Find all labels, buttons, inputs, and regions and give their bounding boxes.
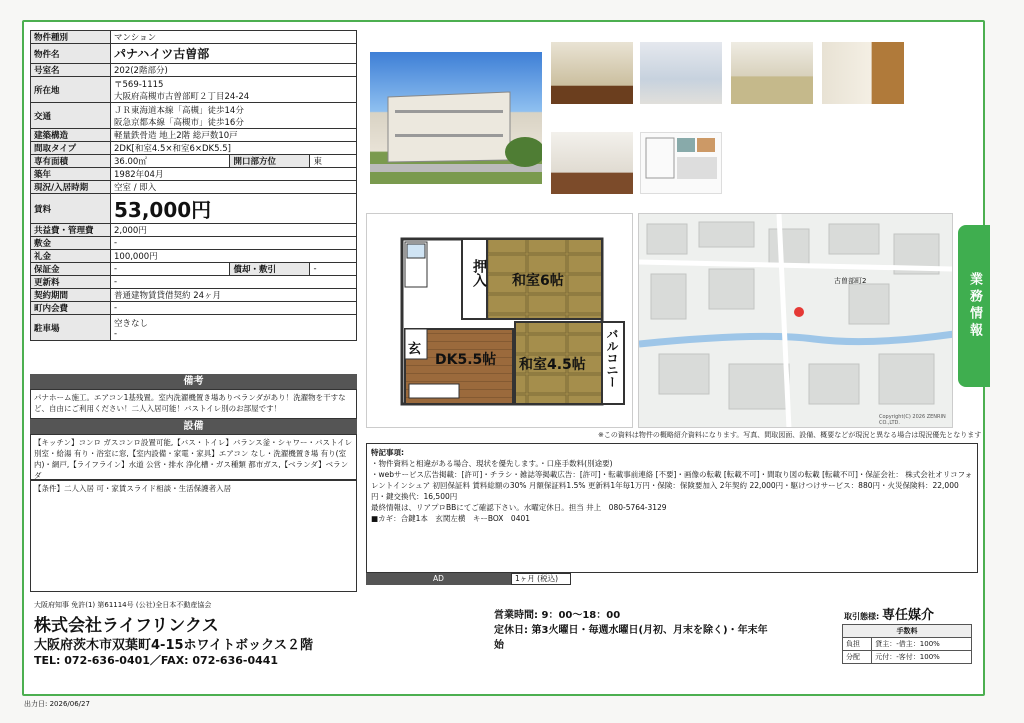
building-illustration (370, 52, 542, 184)
label: 保証金 (31, 263, 111, 276)
label: 号室名 (31, 64, 111, 77)
value: - (111, 263, 230, 276)
business-hours: 営業時間: 9：00～18：00 (494, 610, 621, 621)
fee-cell: 元付：-客付：100% (872, 651, 972, 664)
fee-cell: 負担 (843, 638, 872, 651)
disclaimer-note: ※この資料は物件の概略紹介資料になります。写真、間取図面、設備、概要などが現況と異なる場合は現況優先となります (598, 431, 982, 439)
value: 36.00㎡ (111, 155, 230, 168)
special-notes-line: ■カギ：合鍵1本 玄関左横 キーBOX 0401 (371, 514, 531, 523)
company-name: 株式会社ライフリンクス (34, 616, 219, 636)
special-notes (366, 443, 978, 573)
dk-photo[interactable] (551, 132, 633, 194)
company-tel[interactable]: TEL: 072-636-0401／FAX: 072-636-0441 (34, 654, 279, 667)
address: 大阪府高槻市古曽部町２丁目24-24 (114, 91, 250, 102)
location-marker-icon (794, 307, 804, 317)
exterior-photo[interactable] (370, 52, 542, 184)
closet-label: 押入 (471, 259, 487, 287)
value: 2DK[和室4.5×和室6×DK5.5] (111, 142, 357, 155)
ad-value: 1ヶ月 (税込) (511, 573, 571, 585)
room-photo[interactable] (731, 42, 813, 104)
spec-table (30, 30, 357, 341)
label: 建築構造 (31, 129, 111, 142)
label: 礼金 (31, 250, 111, 263)
floor-plan-drawing (367, 214, 634, 429)
room-label: 和室4.5帖 (519, 357, 586, 373)
room-label: DK5.5帖 (435, 352, 497, 368)
bath-photo[interactable] (640, 42, 722, 104)
traffic: 阪急京都本線「高槻市」徒歩16分 (114, 117, 244, 128)
license: 大阪府知事 免許(1) 第61114号 (公社)全日本不動産協会 (34, 601, 212, 609)
value: 東 (310, 155, 357, 168)
side-tab[interactable]: 業務情報 (958, 225, 990, 387)
equipment-heading: 設備 (30, 419, 357, 434)
holidays: 定休日: 第3火曜日・毎週水曜日(月初、月末を除く)・年末年始 (494, 625, 768, 651)
company-footer (24, 594, 984, 694)
map[interactable] (638, 213, 953, 428)
value: - (114, 328, 118, 339)
label: 所在地 (31, 77, 111, 103)
fee-head: 手数料 (843, 625, 972, 638)
value: 空室 / 即入 (111, 181, 357, 194)
label: 償却・敷引 (230, 263, 310, 276)
fee-cell: 貸主：-借主：100% (872, 638, 972, 651)
special-notes-line: ・webサービス広告掲載：[許可]・チラシ・雑誌等掲載広告：[許可]・転載事前連絡 [不要]・画像の転載 [転載不可]・間取り図の転載 [転載不可]・保証会社： 株式会社オリコフォレントインシュア 初回保証料 賃料総額の30% 月額保証料1.5% 更新料1年毎1万円・保険：保険要加入 2年契約 22,000円・駆けつけサービス：880円・火災保険料：22,000円・鍵交換代：16,500円 (371, 470, 973, 501)
label: 現況/入居時期 (31, 181, 111, 194)
label: 共益費・管理費 (31, 224, 111, 237)
value: マンション (111, 31, 357, 44)
equipment-text: 【キッチン】コンロ ガスコンロ設置可能,【バス・トイレ】バランス釜・シャワー・バストイレ 別室・給湯 有り・浴室に窓,【室内設備・家電・家具】エアコン なし・洗濯機置き場 有り(室内)・網戸,【ライフライン】水道 公営・排水 浄化槽・ガス種類 都市ガス,【ベランダ】ベランダ (30, 434, 357, 480)
fee-cell: 分配 (843, 651, 872, 664)
label: 築年 (31, 168, 111, 181)
ad-row (366, 573, 978, 585)
value: - (310, 263, 357, 276)
value: 軽量鉄骨造 地上2階 総戸数10戸 (111, 129, 357, 142)
postal: 〒569-1115 (114, 79, 164, 90)
ad-label: AD (366, 573, 511, 585)
rent: 53,000円 (111, 194, 357, 224)
value: 普通建物賃貸借契約 24ヶ月 (111, 289, 357, 302)
map-drawing (639, 214, 953, 428)
label: 物件種別 (31, 31, 111, 44)
entrance-label: 玄 (408, 342, 422, 357)
document-thumbnail[interactable] (640, 132, 722, 194)
property-name: パナハイツ古曽部 (111, 44, 357, 64)
room-label: 和室6帖 (512, 273, 564, 289)
value: 202(2階部分) (111, 64, 357, 77)
company-address: 大阪府茨木市双葉町4-15ホワイトボックス２階 (34, 638, 314, 653)
remarks-heading: 備考 (30, 374, 357, 389)
label: 賃料 (31, 194, 111, 224)
print-date: 出力日: 2026/06/27 (24, 700, 90, 708)
label: 間取タイプ (31, 142, 111, 155)
special-notes-line: 最終情報は、リアプロBBにてご確認下さい。水曜定休日。担当 井上 080-5764-3129 (371, 503, 667, 512)
kitchen-photo[interactable] (822, 42, 904, 104)
thumbnail-lines (641, 133, 722, 194)
special-notes-title: 特記事項: (371, 448, 404, 457)
label: 敷金 (31, 237, 111, 250)
value: - (111, 302, 357, 315)
value: - (111, 237, 357, 250)
broker-type: 専任媒介 (882, 608, 935, 623)
value: 1982年04月 (111, 168, 357, 181)
map-place-label: 古曽部町2 (834, 277, 867, 285)
label: 町内会費 (31, 302, 111, 315)
value: - (111, 276, 357, 289)
value: 100,000円 (111, 250, 357, 263)
broker-label: 取引態様: (844, 612, 880, 621)
remarks-text: パナホーム施工。エアコン1基残置。室内洗濯機置き場ありベランダがあり！洗濯物を干すなど、自由にご利用ください！二人入居可能！バストイレ別のお部屋です！ (30, 389, 357, 419)
label: 駐車場 (31, 315, 111, 341)
label: 専有面積 (31, 155, 111, 168)
map-copyright: Copyright(C) 2026 ZENRIN CO.,LTD. (879, 414, 946, 426)
value: 空きなし (114, 318, 149, 329)
label: 物件名 (31, 44, 111, 64)
label: 更新料 (31, 276, 111, 289)
label: 契約期間 (31, 289, 111, 302)
traffic: ＪＲ東海道本線「高槻」徒歩14分 (114, 105, 244, 116)
floor-plan[interactable] (366, 213, 633, 428)
toilet-photo[interactable] (551, 42, 633, 104)
conditions-text: 【条件】二人入居 可・家賃スライド相談・生活保護者入居 (30, 480, 357, 592)
value: 2,000円 (111, 224, 357, 237)
fee-table (842, 624, 972, 664)
special-notes-line: ・物件資料と相違がある場合、現状を優先します。・口座手数料(別途要) (371, 459, 613, 468)
balcony-label: バルコニー (605, 328, 619, 388)
label: 交通 (31, 103, 111, 129)
label: 開口部方位 (230, 155, 310, 168)
